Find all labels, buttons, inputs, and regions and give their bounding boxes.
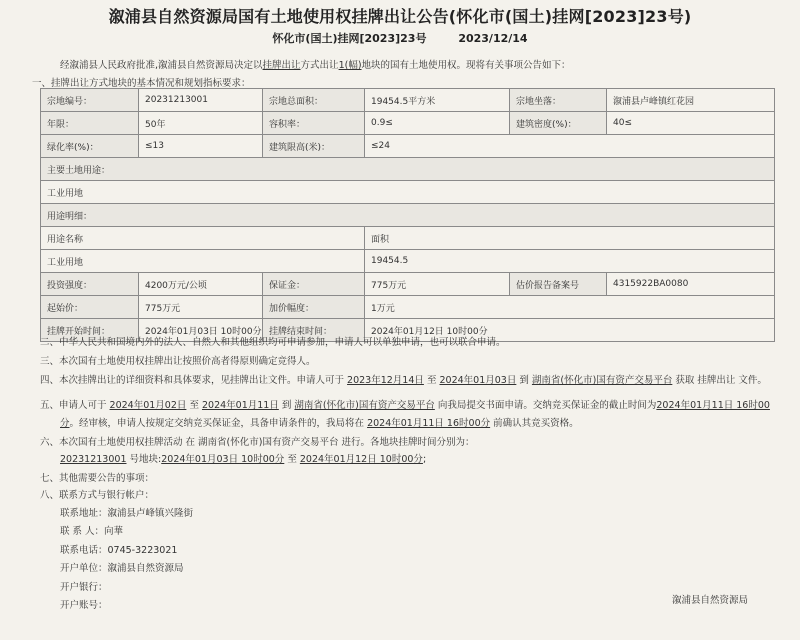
contact-phone: 联系电话：0745-3223021 bbox=[60, 545, 178, 556]
increment-label: 加价幅度： bbox=[263, 296, 365, 319]
green-value: ≤13 bbox=[139, 135, 263, 158]
end-time-value: 2024年01月12日 10时00分 bbox=[365, 319, 775, 342]
contact-address: 联系地址：溆浦县卢峰镇兴隆街 bbox=[60, 508, 194, 519]
page-title: 溆浦县自然资源局国有土地使用权挂牌出让公告(怀化市(国土)挂网[2023]23号) bbox=[108, 7, 692, 26]
transfer-method: 挂牌出让 bbox=[262, 60, 301, 71]
invest-value: 4200万元/公顷 bbox=[139, 273, 263, 296]
use-area-value: 19454.5 bbox=[365, 250, 775, 273]
use-name-value: 工业用地 bbox=[41, 250, 365, 273]
notice-code: 怀化市(国土)挂网[2023]23号 bbox=[272, 32, 427, 45]
density-label: 建筑密度(%)： bbox=[510, 112, 607, 135]
use-detail-label: 用途明细： bbox=[41, 204, 775, 227]
issuer-signature: 溆浦县自然资源局 bbox=[671, 595, 748, 606]
table-row bbox=[41, 250, 775, 273]
use-area-header: 面积 bbox=[365, 227, 775, 250]
start-price-value: 775万元 bbox=[139, 296, 263, 319]
section-5-cont: 分。经审核，申请人按规定交纳竞买保证金，具备申请条件的，我局将在 2024年01月11日 16时00分 前确认其竞买资格。 bbox=[60, 418, 579, 429]
invest-label: 投资强度： bbox=[41, 273, 139, 296]
section-5: 五、申请人可于 2024年01月02日 至 2024年01月11日 到 湖南省(怀化市)国有资产交易平台 向我局提交书面申请。交纳竞买保证金的截止时间为2024年01月11日 16时00 bbox=[40, 400, 770, 411]
contact-person: 联 系 人：向華 bbox=[60, 526, 124, 537]
location-label: 宗地坐落： bbox=[510, 89, 607, 112]
section-8: 八、联系方式与银行帐户： bbox=[40, 490, 155, 501]
far-label: 容积率： bbox=[263, 112, 365, 135]
start-time-value: 2024年01月03日 10时00分 bbox=[139, 319, 263, 342]
parcel-count: 1(幅) bbox=[338, 60, 362, 71]
table-row bbox=[41, 204, 775, 227]
use-name-header: 用途名称 bbox=[41, 227, 365, 250]
appraisal-value: 4315922BA0080 bbox=[607, 273, 775, 296]
green-label: 绿化率(%)： bbox=[41, 135, 139, 158]
subtitle bbox=[0, 30, 800, 46]
main-use-value: 工业用地 bbox=[41, 181, 775, 204]
section-6-schedule: 20231213001 号地块:2024年01月03日 10时00分 至 2024年01月12日 10时00分; bbox=[60, 454, 427, 465]
height-value: ≤24 bbox=[365, 135, 775, 158]
table-row bbox=[41, 135, 775, 158]
area-label: 宗地总面积： bbox=[263, 89, 365, 112]
appraisal-label: 估价报告备案号 bbox=[510, 273, 607, 296]
table-row bbox=[41, 273, 775, 296]
parcel-no-label: 宗地编号： bbox=[41, 89, 139, 112]
account-unit: 开户单位：溆浦县自然资源局 bbox=[60, 563, 184, 574]
table-row bbox=[41, 158, 775, 181]
account-bank: 开户银行： bbox=[60, 582, 108, 593]
location-value: 溆浦县卢峰镇红花园 bbox=[607, 89, 775, 112]
table-row bbox=[41, 89, 775, 112]
deposit-value: 775万元 bbox=[365, 273, 510, 296]
term-label: 年限： bbox=[41, 112, 139, 135]
far-value: 0.9≤ bbox=[365, 112, 510, 135]
section-4: 四、本次挂牌出让的详细资料和具体要求，见挂牌出让文件。申请人可于 2023年12月14日 至 2024年01月03日 到 湖南省(怀化市)国有资产交易平台 获取 挂牌出让 文件。 bbox=[40, 375, 767, 386]
density-value: 40≤ bbox=[607, 112, 775, 135]
main-use-label: 主要土地用途： bbox=[41, 158, 775, 181]
account-number: 开户账号： bbox=[60, 600, 108, 611]
table-row bbox=[41, 227, 775, 250]
deposit-label: 保证金： bbox=[263, 273, 365, 296]
section-3: 三、本次国有土地使用权挂牌出让按照价高者得原则确定竞得人。 bbox=[40, 356, 316, 367]
section-2: 二、中华人民共和国境内外的法人、自然人和其他组织均可申请参加，申请人可以单独申请，也可以联合申请。 bbox=[40, 337, 506, 348]
table-row bbox=[41, 181, 775, 204]
term-value: 50年 bbox=[139, 112, 263, 135]
area-value: 19454.5平方米 bbox=[365, 89, 510, 112]
parcel-no: 20231213001 bbox=[139, 89, 263, 112]
end-time-label: 挂牌结束时间： bbox=[263, 319, 365, 342]
height-label: 建筑限高(米)： bbox=[263, 135, 365, 158]
table-row bbox=[41, 112, 775, 135]
start-price-label: 起始价： bbox=[41, 296, 139, 319]
section-6: 六、本次国有土地使用权挂牌活动 在 湖南省(怀化市)国有资产交易平台 进行。各地块挂牌时间分别为： bbox=[40, 437, 475, 448]
increment-value: 1万元 bbox=[365, 296, 775, 319]
start-time-label: 挂牌开始时间： bbox=[41, 319, 139, 342]
section-1-title: 一、挂牌出让方式地块的基本情况和规划指标要求： bbox=[32, 78, 251, 89]
intro-paragraph: 经溆浦县人民政府批准,溆浦县自然资源局决定以挂牌出让方式出让1(幅)地块的国有土地使用权。现将有关事项公告如下： bbox=[60, 60, 571, 71]
notice-date: 2023/12/14 bbox=[458, 32, 528, 45]
table-row bbox=[41, 296, 775, 319]
section-7: 七、其他需要公告的事项： bbox=[40, 473, 155, 484]
parcel-info-table bbox=[40, 88, 775, 342]
